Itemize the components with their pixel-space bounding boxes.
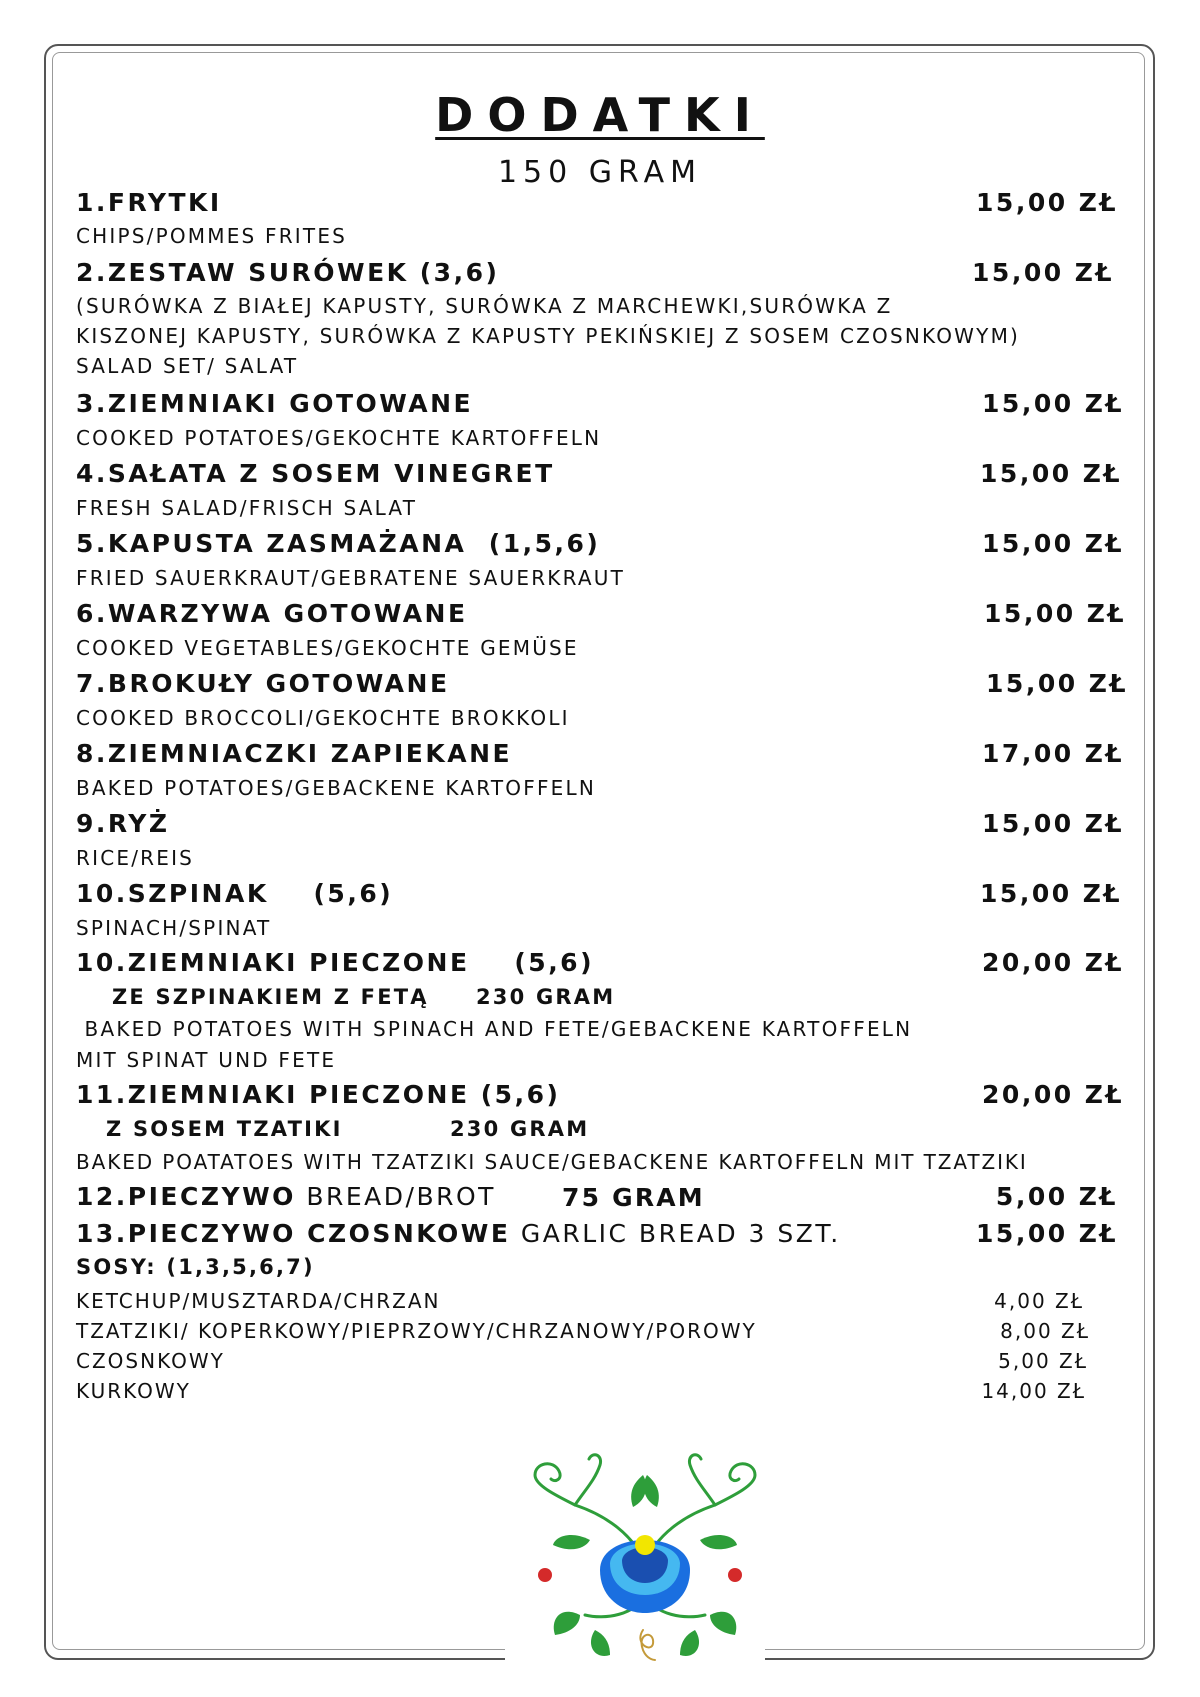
item-price: 15,00 ZŁ: [976, 1219, 1118, 1248]
item-name: [76, 1219, 841, 1248]
sauce-price: 14,00 ZŁ: [981, 1379, 1086, 1403]
item-name: [76, 1182, 496, 1211]
item-price: 15,00 ZŁ: [976, 188, 1118, 217]
sauces-heading: SOSY: (1,3,5,6,7): [76, 1255, 315, 1279]
item-name: 10.SZPINAK (5,6): [76, 879, 394, 908]
item-description: FRESH SALAD/FRISCH SALAT: [76, 496, 418, 520]
item-name: 9.RYŻ: [76, 809, 170, 838]
sauce-item: [76, 1289, 1124, 1317]
item-price: 17,00 ZŁ: [982, 739, 1124, 768]
item-description: (SURÓWKA Z BIAŁEJ KAPUSTY, SURÓWKA Z MARCHEWKI,SURÓWKA Z: [76, 294, 893, 318]
item-name-translation: GARLIC BREAD 3 SZT.: [510, 1219, 841, 1248]
sauce-item: [76, 1349, 1124, 1377]
item-price: 15,00 ZŁ: [980, 879, 1122, 908]
item-weight: 230 GRAM: [450, 1117, 590, 1141]
sauce-price: 8,00 ZŁ: [1000, 1319, 1090, 1343]
item-name: 10.ZIEMNIAKI PIECZONE (5,6): [76, 948, 595, 977]
item-name-pl: 12.PIECZYWO: [76, 1182, 296, 1211]
menu-item: [76, 739, 1124, 773]
item-description: MIT SPINAT UND FETE: [76, 1048, 337, 1072]
item-name: 1.FRYTKI: [76, 188, 222, 217]
item-price: 15,00 ZŁ: [982, 389, 1124, 418]
item-description: SALAD SET/ SALAT: [76, 354, 299, 378]
menu-item: [76, 258, 1124, 292]
item-price: 20,00 ZŁ: [982, 1080, 1124, 1109]
item-subtitle: Z SOSEM TZATIKI: [106, 1117, 343, 1141]
menu-subtitle: 150 GRAM: [497, 155, 703, 190]
item-price: 20,00 ZŁ: [982, 948, 1124, 977]
item-description: KISZONEJ KAPUSTY, SURÓWKA Z KAPUSTY PEKIŃSKIEJ Z SOSEM CZOSNKOWYM): [76, 324, 1021, 348]
item-name: 3.ZIEMNIAKI GOTOWANE: [76, 389, 474, 418]
sauce-name: CZOSNKOWY: [76, 1349, 225, 1373]
item-description: FRIED SAUERKRAUT/GEBRATENE SAUERKRAUT: [76, 566, 626, 590]
item-name: 5.KAPUSTA ZASMAŻANA (1,5,6): [76, 529, 601, 558]
item-description: SPINACH/SPINAT: [76, 916, 272, 940]
menu-item: [76, 459, 1124, 493]
menu-item: [76, 188, 1124, 222]
item-price: 15,00 ZŁ: [986, 669, 1128, 698]
item-name: 11.ZIEMNIAKI PIECZONE (5,6): [76, 1080, 561, 1109]
item-description: CHIPS/POMMES FRITES: [76, 224, 348, 248]
item-weight: 230 GRAM: [476, 985, 616, 1009]
sauce-item: [76, 1319, 1124, 1347]
menu-item: [76, 389, 1124, 423]
item-name: 7.BROKUŁY GOTOWANE: [76, 669, 450, 698]
item-price: 15,00 ZŁ: [972, 258, 1114, 287]
item-price: 5,00 ZŁ: [995, 1182, 1118, 1211]
menu-title: DODATKI: [435, 88, 765, 142]
item-name: 6.WARZYWA GOTOWANE: [76, 599, 468, 628]
item-name-pl: 13.PIECZYWO CZOSNKOWE: [76, 1219, 511, 1248]
menu-item: [76, 948, 1124, 982]
item-description: RICE/REIS: [76, 846, 195, 870]
item-description: BAKED POTATOES/GEBACKENE KARTOFFELN: [76, 776, 596, 800]
kashubian-flower-icon: [515, 1445, 775, 1675]
item-name: 4.SAŁATA Z SOSEM VINEGRET: [76, 459, 555, 488]
item-description: COOKED VEGETABLES/GEKOCHTE GEMÜSE: [76, 636, 579, 660]
menu-item: [76, 1219, 1124, 1253]
menu-item: [76, 529, 1124, 563]
menu-item: [76, 879, 1124, 913]
item-description: COOKED BROCCOLI/GEKOCHTE BROKKOLI: [76, 706, 570, 730]
item-subtitle: ZE SZPINAKIEM Z FETĄ: [112, 985, 429, 1009]
sauce-name: TZATZIKI/ KOPERKOWY/PIEPRZOWY/CHRZANOWY/POROWY: [76, 1319, 757, 1343]
item-description: BAKED POTATOES WITH SPINACH AND FETE/GEBACKENE KARTOFFELN: [76, 1017, 913, 1041]
sauce-name: KURKOWY: [76, 1379, 191, 1403]
menu-item: [76, 669, 1128, 703]
item-name-translation: BREAD/BROT: [295, 1182, 496, 1211]
item-weight: 75 GRAM: [562, 1183, 705, 1212]
item-name: 8.ZIEMNIACZKI ZAPIEKANE: [76, 739, 513, 768]
item-price: 15,00 ZŁ: [984, 599, 1126, 628]
item-price: 15,00 ZŁ: [982, 529, 1124, 558]
sauce-name: KETCHUP/MUSZTARDA/CHRZAN: [76, 1289, 441, 1313]
item-description: BAKED POATATOES WITH TZATZIKI SAUCE/GEBACKENE KARTOFFELN MIT TZATZIKI: [76, 1150, 1028, 1174]
sauce-price: 4,00 ZŁ: [994, 1289, 1084, 1313]
menu-item: [76, 599, 1124, 633]
item-name: 2.ZESTAW SURÓWEK (3,6): [76, 258, 500, 287]
menu-item: [76, 1080, 1124, 1114]
item-price: 15,00 ZŁ: [982, 809, 1124, 838]
sauce-item: [76, 1379, 1124, 1407]
sauce-price: 5,00 ZŁ: [998, 1349, 1088, 1373]
menu-item: [76, 809, 1124, 843]
item-description: COOKED POTATOES/GEKOCHTE KARTOFFELN: [76, 426, 602, 450]
item-price: 15,00 ZŁ: [980, 459, 1122, 488]
